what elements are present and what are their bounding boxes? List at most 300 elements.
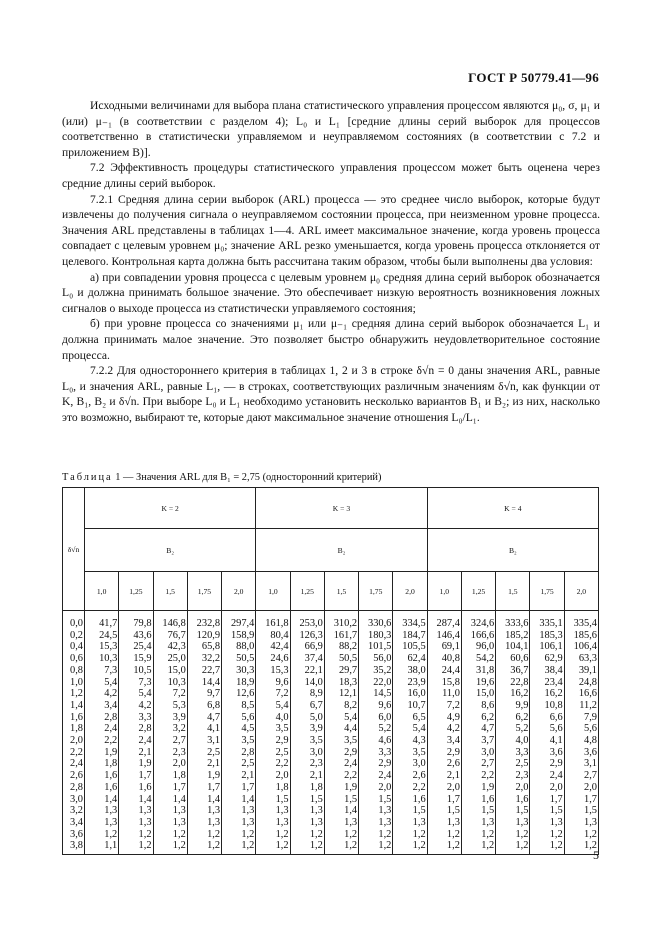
arl-value: 4,2 xyxy=(104,688,118,700)
arl-value: 1,2 xyxy=(515,840,529,852)
arl-value: 161,7 xyxy=(333,629,358,641)
delta-column xyxy=(63,611,85,855)
arl-value: 2,3 xyxy=(515,770,529,782)
arl-value: 1,6 xyxy=(481,793,495,805)
arl-value: 3,0 xyxy=(309,746,323,758)
arl-value: 1,2 xyxy=(241,828,255,840)
arl-value: 2,2 xyxy=(275,758,289,770)
delta-value: 3,6 xyxy=(70,828,83,840)
arl-value: 5,3 xyxy=(172,699,186,711)
arl-value: 2,9 xyxy=(549,758,563,770)
b2-value-header: 2,0 xyxy=(564,572,598,611)
arl-value: 2,0 xyxy=(584,781,597,793)
b2-value-header: 1,25 xyxy=(290,572,324,611)
arl-value: 1,9 xyxy=(138,758,152,770)
paragraph-1: Исходными величинами для выбора плана статистического управления процессом являются μ₀, σ, μ₁ и (или) μ₋₁ (в соответствии с разделом 4); L₀ и L₁ [средние длины серий выборок для процессов соответственно в статистически управляемом и неуправляемом состояниях (в соответствии с 7.2 и приложением B)]. xyxy=(62,99,600,159)
arl-value: 2,4 xyxy=(549,770,563,782)
arl-value: 1,3 xyxy=(344,816,358,828)
arl-value: 3,6 xyxy=(549,746,563,758)
arl-value: 4,7 xyxy=(481,723,495,735)
arl-column xyxy=(187,611,221,855)
arl-value: 8,5 xyxy=(241,699,255,711)
arl-value: 3,9 xyxy=(309,723,323,735)
arl-value: 1,5 xyxy=(549,805,563,817)
arl-value: 1,5 xyxy=(446,805,460,817)
arl-value: 1,3 xyxy=(138,805,152,817)
arl-value: 180,3 xyxy=(368,629,392,641)
arl-value: 62,4 xyxy=(407,653,426,665)
arl-value: 6,2 xyxy=(515,711,529,723)
arl-value: 15,8 xyxy=(441,676,460,688)
arl-value: 4,8 xyxy=(584,735,597,747)
arl-value: 126,3 xyxy=(299,629,323,641)
k-header: K = 2 xyxy=(85,488,256,529)
arl-value: 158,9 xyxy=(230,629,255,641)
arl-value: 4,0 xyxy=(275,711,289,723)
delta-value: 3,2 xyxy=(70,805,83,817)
arl-value: 2,9 xyxy=(446,746,460,758)
arl-value: 2,0 xyxy=(549,781,563,793)
arl-value: 1,4 xyxy=(344,805,358,817)
arl-value: 1,7 xyxy=(549,793,563,805)
arl-value: 42,4 xyxy=(270,641,289,653)
arl-value: 25,4 xyxy=(133,641,152,653)
b2-value-header: 1,5 xyxy=(496,572,530,611)
arl-value: 2,9 xyxy=(344,746,358,758)
arl-value: 1,5 xyxy=(412,805,426,817)
arl-value: 1,3 xyxy=(549,816,563,828)
arl-value: 4,4 xyxy=(344,723,358,735)
arl-value: 11,2 xyxy=(579,699,597,711)
delta-value: 3,0 xyxy=(70,793,83,805)
arl-value: 1,2 xyxy=(549,828,563,840)
arl-value: 24,5 xyxy=(99,629,118,641)
arl-value: 1,4 xyxy=(138,793,152,805)
arl-value: 5,0 xyxy=(309,711,323,723)
arl-value: 2,9 xyxy=(275,735,289,747)
arl-value: 54,2 xyxy=(476,653,495,665)
b2-value-header: 1,25 xyxy=(119,572,153,611)
arl-value: 2,5 xyxy=(515,758,529,770)
arl-value: 1,2 xyxy=(481,828,495,840)
arl-value: 80,4 xyxy=(270,629,289,641)
arl-value: 2,1 xyxy=(207,758,221,770)
delta-value: 0,2 xyxy=(70,629,83,641)
b2-value-header: 1,75 xyxy=(530,572,564,611)
delta-value: 1,6 xyxy=(70,711,83,723)
arl-value: 2,0 xyxy=(172,758,186,770)
delta-value: 1,4 xyxy=(70,699,83,711)
delta-value: 2,6 xyxy=(70,770,83,782)
arl-value: 1,2 xyxy=(412,840,426,852)
arl-value: 4,7 xyxy=(207,711,221,723)
arl-column xyxy=(427,611,461,855)
delta-value: 0,4 xyxy=(70,641,83,653)
arl-value: 1,3 xyxy=(309,805,323,817)
arl-value: 65,8 xyxy=(201,641,221,653)
arl-value: 1,2 xyxy=(275,840,289,852)
arl-value: 2,2 xyxy=(481,770,495,782)
arl-value: 29,7 xyxy=(338,664,358,676)
arl-value: 3,9 xyxy=(172,711,186,723)
arl-value: 15,0 xyxy=(476,688,495,700)
arl-value: 8,9 xyxy=(309,688,323,700)
arl-value: 10,8 xyxy=(544,699,563,711)
arl-value: 10,5 xyxy=(133,664,152,676)
b2-value-header: 1,0 xyxy=(427,572,461,611)
arl-value: 330,6 xyxy=(368,618,392,629)
arl-value: 5,4 xyxy=(138,688,152,700)
delta-value: 1,8 xyxy=(70,723,83,735)
arl-value: 88,2 xyxy=(338,641,358,653)
arl-value: 1,8 xyxy=(309,781,323,793)
arl-value: 5,6 xyxy=(549,723,563,735)
arl-column xyxy=(256,611,290,855)
arl-value: 1,2 xyxy=(515,828,529,840)
arl-value: 66,9 xyxy=(304,641,323,653)
arl-value: 2,7 xyxy=(481,758,495,770)
arl-value: 1,7 xyxy=(138,770,152,782)
arl-value: 333,6 xyxy=(505,618,529,629)
arl-value: 9,9 xyxy=(515,699,529,711)
arl-value: 4,0 xyxy=(515,735,529,747)
arl-value: 3,6 xyxy=(584,746,597,758)
arl-value: 7,3 xyxy=(138,676,152,688)
arl-value: 69,1 xyxy=(441,641,460,653)
arl-value: 15,9 xyxy=(133,653,152,665)
arl-value: 7,3 xyxy=(104,664,118,676)
arl-value: 1,2 xyxy=(344,828,358,840)
arl-value: 15,0 xyxy=(167,664,186,676)
k-header: K = 4 xyxy=(427,488,598,529)
b2-value-header: 1,5 xyxy=(324,572,358,611)
arl-value: 62,9 xyxy=(544,653,563,665)
arl-value: 1,7 xyxy=(172,781,186,793)
arl-value: 18,9 xyxy=(236,676,255,688)
arl-value: 5,2 xyxy=(515,723,529,735)
arl-value: 4,2 xyxy=(446,723,460,735)
arl-value: 24,6 xyxy=(270,653,289,665)
table-caption-prefix: Таблица xyxy=(62,472,113,483)
arl-value: 2,3 xyxy=(309,758,323,770)
arl-value: 1,9 xyxy=(207,770,221,782)
delta-sqrt-n-header: δ√n xyxy=(63,488,85,611)
paragraph-condition-b: б) при уровне процесса со значениями μ₁ или μ₋₁ средняя длина серий выборок обозначается L₁ и должна принимать малое значение. Это позволяет быстро обнаружить неудовлетворительное состояние процесса. xyxy=(62,317,600,362)
arl-value: 2,4 xyxy=(104,723,118,735)
arl-value: 1,3 xyxy=(207,816,221,828)
arl-value: 16,0 xyxy=(407,688,426,700)
arl-value: 16,2 xyxy=(544,688,563,700)
arl-value: 2,4 xyxy=(138,735,152,747)
arl-value: 2,1 xyxy=(241,770,255,782)
arl-value: 1,2 xyxy=(172,840,186,852)
arl-value: 1,5 xyxy=(344,793,358,805)
arl-value: 185,6 xyxy=(573,629,597,641)
arl-value: 22,8 xyxy=(510,676,529,688)
b2-header: B₂ xyxy=(256,529,427,572)
arl-value: 37,4 xyxy=(304,653,323,665)
arl-value: 1,3 xyxy=(378,816,392,828)
b2-value-header: 1,5 xyxy=(153,572,187,611)
arl-value: 31,8 xyxy=(476,664,495,676)
arl-value: 38,0 xyxy=(407,664,426,676)
arl-value: 1,4 xyxy=(241,793,255,805)
delta-value: 2,0 xyxy=(70,735,83,747)
arl-value: 2,5 xyxy=(241,758,255,770)
arl-value: 1,2 xyxy=(446,828,460,840)
delta-value: 0,6 xyxy=(70,653,83,665)
arl-column xyxy=(324,611,358,855)
arl-value: 1,6 xyxy=(412,793,426,805)
arl-value: 5,6 xyxy=(241,711,255,723)
arl-value: 1,5 xyxy=(584,805,597,817)
arl-value: 2,8 xyxy=(241,746,255,758)
arl-value: 56,0 xyxy=(373,653,392,665)
arl-value: 35,2 xyxy=(373,664,392,676)
arl-value: 287,4 xyxy=(436,618,460,629)
arl-value: 1,6 xyxy=(515,793,529,805)
arl-value: 106,1 xyxy=(539,641,563,653)
arl-table xyxy=(62,487,599,855)
arl-value: 2,5 xyxy=(207,746,221,758)
arl-value: 2,0 xyxy=(275,770,289,782)
arl-value: 24,8 xyxy=(578,676,597,688)
arl-value: 1,2 xyxy=(207,828,221,840)
arl-value: 3,7 xyxy=(481,735,495,747)
arl-value: 2,3 xyxy=(172,746,186,758)
arl-column xyxy=(119,611,153,855)
arl-value: 3,5 xyxy=(344,735,358,747)
arl-value: 6,5 xyxy=(412,711,426,723)
arl-value: 2,6 xyxy=(446,758,460,770)
arl-value: 1,3 xyxy=(138,816,152,828)
arl-value: 8,6 xyxy=(481,699,495,711)
arl-value: 6,8 xyxy=(207,699,221,711)
arl-value: 310,2 xyxy=(333,618,358,629)
arl-value: 161,8 xyxy=(265,618,289,629)
arl-value: 4,9 xyxy=(446,711,460,723)
arl-value: 1,3 xyxy=(241,805,255,817)
arl-value: 23,4 xyxy=(544,676,563,688)
arl-value: 1,3 xyxy=(172,805,186,817)
arl-value: 104,1 xyxy=(505,641,529,653)
arl-value: 1,6 xyxy=(138,781,152,793)
page-number: 5 xyxy=(593,848,599,862)
arl-value: 3,4 xyxy=(446,735,460,747)
arl-value: 2,6 xyxy=(412,770,426,782)
arl-value: 10,7 xyxy=(407,699,426,711)
b2-header: B₂ xyxy=(427,529,598,572)
b2-value-header: 2,0 xyxy=(393,572,427,611)
arl-value: 1,2 xyxy=(584,828,597,840)
arl-value: 63,3 xyxy=(578,653,597,665)
arl-value: 8,2 xyxy=(344,699,358,711)
arl-value: 3,5 xyxy=(275,723,289,735)
b2-value-header: 2,0 xyxy=(222,572,256,611)
arl-value: 12,6 xyxy=(236,688,255,700)
arl-value: 50,5 xyxy=(338,653,358,665)
arl-value: 1,2 xyxy=(584,840,597,852)
arl-value: 10,3 xyxy=(99,653,118,665)
arl-value: 96,0 xyxy=(476,641,495,653)
arl-value: 3,5 xyxy=(309,735,323,747)
arl-value: 4,3 xyxy=(412,735,426,747)
arl-value: 232,8 xyxy=(196,618,221,629)
arl-value: 106,4 xyxy=(573,641,597,653)
arl-value: 76,7 xyxy=(167,629,186,641)
arl-value: 1,2 xyxy=(138,840,152,852)
b2-value-header: 1,0 xyxy=(256,572,290,611)
arl-value: 2,7 xyxy=(584,770,597,782)
arl-value: 7,2 xyxy=(172,688,186,700)
arl-value: 60,6 xyxy=(510,653,529,665)
arl-value: 32,2 xyxy=(201,653,221,665)
paragraph-7-2-1: 7.2.1 Средняя длина серии выборок (ARL) процесса — это среднее число выборок, которые будут извлечены до получения сигнала о неуправляемом состоянии процесса, при неизменном уровне процесса. Значения ARL представлены в таблицах 1—4. ARL имеет максимальное значение, когда уровень процесса совпадает с целевым уровнем μ₀; значение ARL резко уменьшается, когда уровень процесса отклоняется от целевого. Контрольная карта должна быть рассчитана таким образом, чтобы были выполнены два условия: xyxy=(62,192,600,268)
arl-value: 1,2 xyxy=(446,840,460,852)
arl-value: 1,2 xyxy=(378,840,392,852)
arl-value: 3,2 xyxy=(172,723,186,735)
arl-value: 335,4 xyxy=(573,618,597,629)
arl-value: 1,2 xyxy=(412,828,426,840)
arl-column xyxy=(530,611,564,855)
arl-value: 324,6 xyxy=(470,618,495,629)
arl-value: 1,4 xyxy=(207,793,221,805)
arl-value: 334,5 xyxy=(402,618,426,629)
arl-value: 1,5 xyxy=(275,793,289,805)
arl-value: 40,8 xyxy=(441,653,460,665)
arl-value: 1,3 xyxy=(207,805,221,817)
arl-value: 1,8 xyxy=(172,770,186,782)
arl-value: 5,4 xyxy=(104,676,118,688)
delta-value: 3,8 xyxy=(70,840,83,852)
arl-value: 43,6 xyxy=(133,629,152,641)
arl-value: 3,3 xyxy=(515,746,529,758)
arl-value: 6,7 xyxy=(309,699,323,711)
arl-value: 335,1 xyxy=(539,618,563,629)
arl-value: 2,2 xyxy=(412,781,426,793)
delta-value: 0,0 xyxy=(70,618,83,629)
arl-value: 1,6 xyxy=(104,770,118,782)
arl-value: 38,4 xyxy=(544,664,563,676)
arl-value: 166,6 xyxy=(470,629,495,641)
arl-value: 253,0 xyxy=(299,618,323,629)
arl-value: 1,3 xyxy=(275,805,289,817)
arl-value: 2,1 xyxy=(446,770,460,782)
arl-value: 4,1 xyxy=(207,723,221,735)
arl-value: 2,2 xyxy=(344,770,358,782)
arl-value: 22,1 xyxy=(304,664,323,676)
arl-value: 3,3 xyxy=(138,711,152,723)
k-header: K = 3 xyxy=(256,488,427,529)
arl-value: 2,2 xyxy=(104,735,118,747)
delta-value: 1,2 xyxy=(70,688,83,700)
arl-value: 1,3 xyxy=(275,816,289,828)
arl-value: 24,4 xyxy=(441,664,460,676)
arl-value: 1,7 xyxy=(207,781,221,793)
arl-column xyxy=(393,611,427,855)
arl-value: 1,3 xyxy=(241,816,255,828)
arl-column xyxy=(85,611,119,855)
arl-value: 16,2 xyxy=(510,688,529,700)
arl-value: 30,3 xyxy=(236,664,255,676)
arl-value: 1,3 xyxy=(309,816,323,828)
arl-value: 2,8 xyxy=(138,723,152,735)
delta-value: 2,8 xyxy=(70,781,83,793)
b2-value-header: 1,0 xyxy=(85,572,119,611)
arl-value: 9,7 xyxy=(207,688,221,700)
paragraph-condition-a: а) при совпадении уровня процесса с целевым уровнем μ₀ средняя длина серий выборок обозначается L₀ и должна принимать большое значение. Это обеспечивает низкую вероятность возникновения ложных сигналов о выходе процесса из статистически управляемого состояния; xyxy=(62,270,600,315)
arl-value: 1,7 xyxy=(584,793,597,805)
arl-value: 50,5 xyxy=(236,653,255,665)
arl-value: 1,5 xyxy=(515,805,529,817)
arl-value: 297,4 xyxy=(230,618,255,629)
arl-value: 1,7 xyxy=(241,781,255,793)
arl-value: 14,5 xyxy=(373,688,392,700)
arl-value: 146,8 xyxy=(162,618,186,629)
arl-column xyxy=(290,611,324,855)
paragraph-7-2-2: 7.2.2 Для одностороннего критерия в таблицах 1, 2 и 3 в строке δ√n = 0 даны значения ARL, равные L₀, и значения ARL, равные L₁, — в строках, соответствующих различным значениям δ√n, как функции от K, B₁, B₂ и δ√n. При выборе L₀ и L₁ необходимо установить несколько вариантов B₁ и B₂; из них, насколько это возможно, выбирают те, которые дают максимальное значение отношения L₀/L₁. xyxy=(62,364,600,424)
b2-value-header: 1,25 xyxy=(461,572,495,611)
arl-value: 1,3 xyxy=(481,816,495,828)
arl-column xyxy=(153,611,187,855)
arl-value: 5,2 xyxy=(378,723,392,735)
arl-value: 1,3 xyxy=(446,816,460,828)
arl-value: 18,3 xyxy=(338,676,358,688)
arl-value: 3,0 xyxy=(481,746,495,758)
table-caption-text: 1 — Значения ARL для B₁ = 2,75 (односторонний критерий) xyxy=(115,472,382,483)
arl-value: 22,0 xyxy=(373,676,392,688)
arl-value: 1,3 xyxy=(412,816,426,828)
arl-value: 1,4 xyxy=(104,793,118,805)
arl-value: 6,0 xyxy=(378,711,392,723)
arl-value: 4,1 xyxy=(549,735,563,747)
arl-value: 5,4 xyxy=(275,699,289,711)
arl-column xyxy=(496,611,530,855)
arl-value: 23,9 xyxy=(407,676,426,688)
arl-column xyxy=(461,611,495,855)
arl-value: 3,5 xyxy=(241,735,255,747)
arl-value: 3,3 xyxy=(378,746,392,758)
arl-value: 5,4 xyxy=(412,723,426,735)
paragraph-7-2: 7.2 Эффективность процедуры статистического управления процессом может быть оценена через средние длины серий выборок. xyxy=(62,161,600,190)
delta-value: 1,0 xyxy=(70,676,83,688)
arl-value: 42,3 xyxy=(167,641,186,653)
arl-value: 9,6 xyxy=(275,676,289,688)
b2-header: B₂ xyxy=(85,529,256,572)
arl-value: 1,5 xyxy=(378,793,392,805)
arl-value: 4,2 xyxy=(138,699,152,711)
arl-value: 2,0 xyxy=(446,781,460,793)
arl-value: 39,1 xyxy=(578,664,597,676)
table-caption xyxy=(62,471,600,484)
arl-value: 1,2 xyxy=(309,828,323,840)
delta-value: 2,2 xyxy=(70,746,83,758)
arl-value: 6,6 xyxy=(549,711,563,723)
arl-value: 1,2 xyxy=(104,828,118,840)
arl-value: 14,4 xyxy=(201,676,221,688)
arl-value: 4,5 xyxy=(241,723,255,735)
arl-column xyxy=(359,611,393,855)
arl-value: 12,1 xyxy=(338,688,358,700)
b2-value-header: 1,75 xyxy=(187,572,221,611)
delta-value: 3,4 xyxy=(70,816,83,828)
arl-value: 3,0 xyxy=(412,758,426,770)
arl-value: 1,9 xyxy=(344,781,358,793)
arl-value: 184,7 xyxy=(402,629,426,641)
arl-value: 2,0 xyxy=(378,781,392,793)
arl-value: 22,7 xyxy=(201,664,221,676)
arl-value: 1,8 xyxy=(104,758,118,770)
